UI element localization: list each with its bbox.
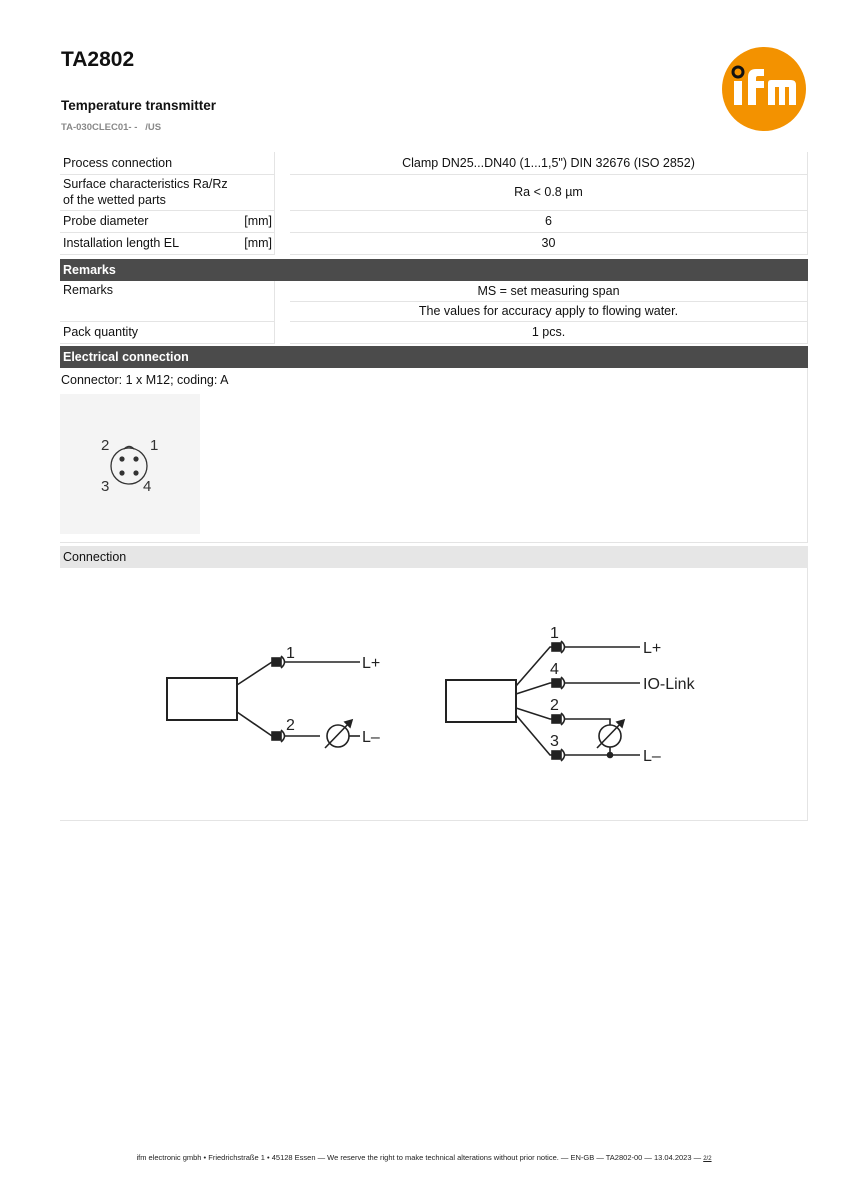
- wire-pin-label: 4: [550, 661, 559, 678]
- spec-label: Installation length EL: [60, 232, 237, 254]
- spec-value: 30: [290, 232, 808, 254]
- spec-unit: [mm]: [237, 210, 275, 232]
- spec-row-surface: [60, 174, 808, 210]
- wire-pin-label: 2: [550, 697, 559, 714]
- connection-section-header: Connection: [60, 546, 808, 568]
- pack-quantity-row: [60, 321, 808, 343]
- wire-pin-label: 3: [550, 733, 559, 750]
- remark-value-2: The values for accuracy apply to flowing water.: [290, 301, 808, 321]
- spec-value: 6: [290, 210, 808, 232]
- page-footer: [0, 1153, 848, 1162]
- terminal-label: L+: [643, 640, 662, 657]
- remarks-table: [60, 281, 808, 344]
- spec-unit: [237, 152, 275, 174]
- ifm-logo: [722, 47, 806, 131]
- pack-quantity-label: Pack quantity: [60, 321, 237, 343]
- page-number: 2/2: [703, 1156, 712, 1162]
- wiring-diagram: [60, 570, 808, 820]
- remark-value-1: MS = set measuring span: [290, 281, 808, 301]
- m12-pin-diagram: [60, 394, 200, 534]
- connector-spec: Connector: 1 x M12; coding: A: [61, 373, 229, 387]
- product-name: Temperature transmitter: [61, 98, 217, 113]
- spec-value: Ra < 0.8 µm: [290, 174, 808, 210]
- spec-row-process-connection: [60, 152, 808, 174]
- io-link-diagram: [446, 625, 696, 765]
- terminal-label: L–: [362, 729, 380, 746]
- spec-label: [60, 174, 237, 210]
- spec-label-line1: Surface characteristics Ra/Rz: [63, 177, 228, 191]
- product-id: TA2802: [61, 48, 135, 71]
- wire-pin-label: 2: [286, 717, 295, 734]
- pin-label: 3: [101, 478, 110, 495]
- terminal-label: IO-Link: [643, 676, 695, 693]
- remarks-label: Remarks: [60, 281, 237, 321]
- wire-pin-label: 1: [550, 625, 559, 642]
- pin-label: 4: [143, 478, 152, 495]
- spec-table: [60, 152, 808, 255]
- remarks-section-header: Remarks: [60, 259, 808, 281]
- spec-value: Clamp DN25...DN40 (1...1,5") DIN 32676 (ISO 2852): [290, 152, 808, 174]
- terminal-label: L+: [362, 655, 381, 672]
- remarks-row: [60, 281, 808, 301]
- pin-label: 2: [101, 437, 110, 454]
- two-wire-diagram: [167, 645, 380, 748]
- article-code: TA-030CLEC01- - /US: [61, 122, 162, 133]
- spec-label-line2: of the wetted parts: [63, 193, 166, 207]
- electrical-section-header: Electrical connection: [60, 346, 808, 368]
- spec-unit: [237, 174, 275, 210]
- pack-quantity-value: 1 pcs.: [290, 321, 808, 343]
- spec-row-installation-length: [60, 232, 808, 254]
- wire-pin-label: 1: [286, 645, 295, 662]
- spec-unit: [mm]: [237, 232, 275, 254]
- spec-row-probe-diameter: [60, 210, 808, 232]
- pin-label: 1: [150, 437, 159, 454]
- terminal-label: L–: [643, 748, 661, 765]
- footer-text: ifm electronic gmbh • Friedrichstraße 1 • 45128 Essen — We reserve the right to make technical alterations without prior notice. — EN-GB — TA2802-00 — 13.04.2023 —: [136, 1153, 702, 1162]
- spec-label: Process connection: [60, 152, 237, 174]
- spec-label: Probe diameter: [60, 210, 237, 232]
